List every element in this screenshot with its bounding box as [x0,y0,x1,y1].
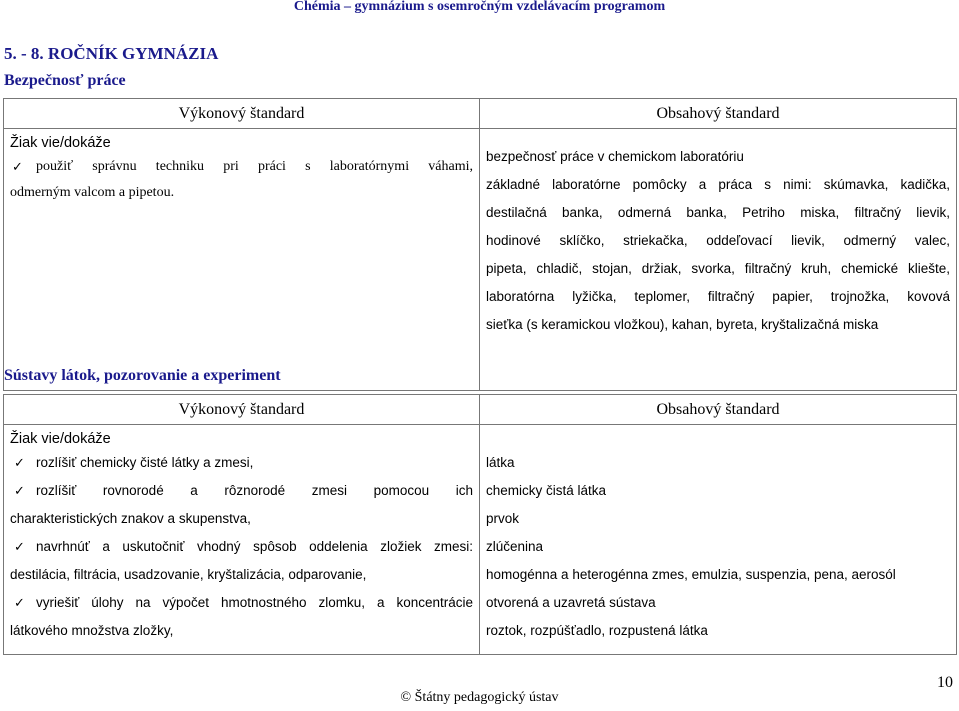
content-standard-cell [480,129,957,391]
document-header-title: Chémia – gymnázium s osemročným vzdelávacím programom [293,0,666,14]
section-title-substance-systems: Sústavy látok, pozorovanie a experiment [4,367,281,384]
checkmark-icon: ✓ [14,595,25,610]
performance-item [0,153,473,181]
content-line: pipeta, chladič, stojan, držiak, svorka, filtračný kruh, chemické kliešte, [486,261,950,276]
student-label: Žiak vie/dokáže [10,431,111,447]
performance-item [10,449,473,477]
content-line: destilačná banka, odmerná banka, Petriho miska, filtračný lievik, [486,205,950,220]
page-number: 10 [937,674,953,691]
performance-line: charakteristických znakov a skupenstva, [10,511,251,526]
checkmark-icon: ✓ [14,455,25,470]
performance-line: destilácia, filtrácia, usadzovanie, kryštalizácia, odparovanie, [10,567,367,582]
performance-item [10,533,473,561]
checkmark-icon: ✓ [14,483,25,498]
content-line: homogénna a heterogénna zmes, emulzia, suspenzia, pena, aerosól [486,567,896,582]
performance-line: rozlíšiť chemicky čisté látky a zmesi, [36,455,254,470]
content-standard-header: Obsahový štandard [480,395,957,425]
content-line: otvorená a uzavretá sústava [486,595,656,610]
content-standard-cell [480,425,957,655]
content-line: prvok [486,511,520,526]
substance-systems-standards-table [3,394,957,655]
content-standard-header: Obsahový štandard [480,99,957,129]
content-line: základné laboratórne pomôcky a práca s nimi: skúmavka, kadička, [486,177,950,192]
performance-item [10,477,473,505]
content-line: hodinové sklíčko, striekačka, oddeľovací lievik, odmerný valec, [486,233,950,248]
grade-title: 5. - 8. ROČNÍK GYMNÁZIA [4,44,219,63]
performance-line: použiť správnu techniku pri práci s laboratórnymi váhami, [36,159,473,174]
footer-publisher: © Štátny pedagogický ústav [400,690,559,705]
performance-line: navrhnúť a uskutočniť vhodný spôsob oddelenia zložiek zmesi: [36,539,473,554]
performance-standard-cell [4,129,480,391]
content-line: látka [486,455,515,470]
content-line: chemicky čistá látka [486,483,607,498]
performance-item [10,589,473,617]
content-line: roztok, rozpúšťadlo, rozpustená látka [486,623,708,638]
performance-standard-header: Výkonový štandard [4,99,480,129]
section-title-safety: Bezpečnosť práce [4,72,126,89]
performance-line: látkového množstva zložky, [10,623,174,638]
checkmark-icon: ✓ [14,539,25,554]
content-line: bezpečnosť práce v chemickom laboratóriu [486,149,744,164]
performance-line: rozlíšiť rovnorodé a rôznorodé zmesi pomocou ich [36,483,473,498]
performance-standard-cell [4,425,480,655]
safety-standards-table [3,98,957,391]
content-line: sieťka (s keramickou vložkou), kahan, byreta, kryštalizačná miska [486,317,879,332]
performance-standard-header: Výkonový štandard [4,395,480,425]
content-line: zlúčenina [486,539,544,554]
performance-line: vyriešiť úlohy na výpočet hmotnostného zlomku, a koncentrácie [36,595,473,610]
content-line: laboratórna lyžička, teplomer, filtračný papier, trojnožka, kovová [486,289,950,304]
student-label: Žiak vie/dokáže [10,135,111,151]
checkmark-icon: ✓ [12,159,23,174]
performance-line: odmerným valcom a pipetou. [10,185,175,200]
